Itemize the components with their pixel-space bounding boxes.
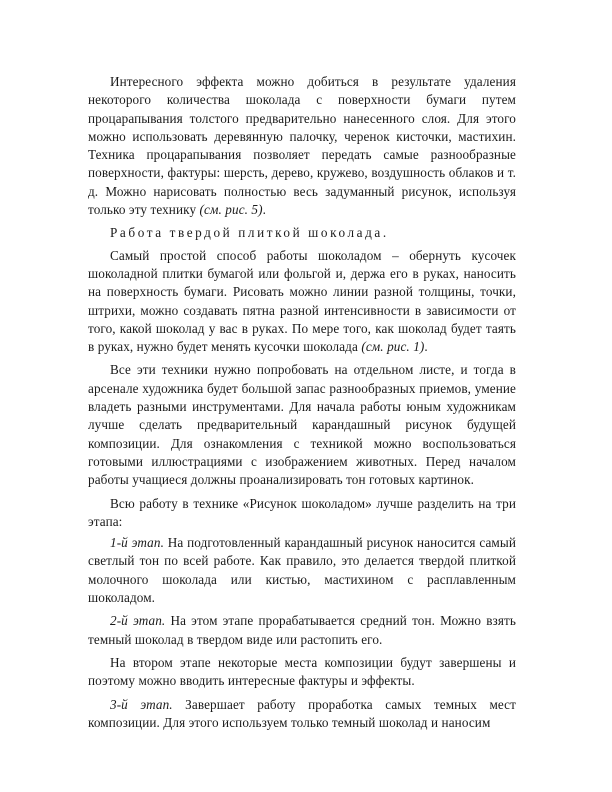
punctuation: . xyxy=(262,202,267,218)
paragraph-solid-bar xyxy=(88,247,516,357)
paragraph-techniques xyxy=(88,361,516,489)
section-heading: Работа твердой плиткой шоколада. xyxy=(110,225,389,241)
figure-reference: (см. рис. 1) xyxy=(361,339,425,355)
paragraph-text: Всю работу в технике «Рисунок шоколадом» лучше разделить на три этапа: xyxy=(88,495,516,529)
paragraph-text: На подготовленный карандашный рисунок наносится самый светлый тон по всей работе. Как правило, это делается твердой плиткой молочного шоколада или кистью, мастихином с расплавленным шоколадом. xyxy=(88,535,516,606)
stage-label: 3-й этап. xyxy=(110,696,173,712)
paragraph-text: Завершает работу проработка самых темных мест композиции. Для этого используем только темный шоколад и наносим xyxy=(88,696,516,730)
paragraph-scratching xyxy=(88,73,516,219)
figure-reference: (см. рис. 5) xyxy=(199,202,263,218)
paragraph-text: Все эти техники нужно попробовать на отдельном листе, и тогда в арсенале художника будет большой запас разнообразных приемов, умение владеть разными инструментами. Для начала работы юным художникам лучше сделать предварительный карандашный рисунок будущей композиции. Для ознакомления с техникой можно воспользоваться готовыми иллюстрациями с изображением животных. Перед началом работы учащиеся должны проанализировать тон готовых картинок. xyxy=(88,362,516,488)
stage-label: 2-й этап. xyxy=(110,613,166,629)
document-page xyxy=(88,73,516,737)
paragraph-text: На втором этапе некоторые места композиции будут завершены и поэтому можно вводить интересные фактуры и эффекты. xyxy=(88,654,516,689)
paragraph-stage-2 xyxy=(88,612,516,649)
paragraph-text: Интересного эффекта можно добиться в результате удаления некоторого количества шоколада с поверхности бумаги путем процарапывания толстого предварительно нанесенного слоя. Для этого можно использовать деревянную палочку, черенок кисточки, мастихин. Техника процарапывания позволяет передать самые разнообразные поверхности, фактуры: шерсть, дерево, кружево, воздушность облаков и т. д. Можно нарисовать полностью весь задуманный рисунок, используя только эту технику xyxy=(88,74,516,218)
paragraph-stages-intro xyxy=(88,495,516,532)
punctuation: . xyxy=(424,339,428,355)
paragraph-text: Самый простой способ работы шоколадом – обернуть кусочек шоколадной плитки бумагой или фольгой и, держа его в руках, наносить на поверхность бумаги. Рисовать можно линии разной толщины, точки, штрихи, можно создавать пятна разной интенсивности в зависимости от того, какой шоколад у вас в руках. По мере того, как шоколад будет таять в руках, нужно будет менять кусочки шоколада xyxy=(88,247,516,355)
paragraph-text: На этом этапе прорабатывается средний тон. Можно взять темный шоколад в твердом виде или растопить его. xyxy=(88,613,516,647)
stage-label: 1-й этап. xyxy=(110,535,164,551)
paragraph-stage-1 xyxy=(88,534,516,607)
paragraph-stage-3 xyxy=(88,696,516,733)
paragraph-second-stage-notes xyxy=(88,654,516,691)
